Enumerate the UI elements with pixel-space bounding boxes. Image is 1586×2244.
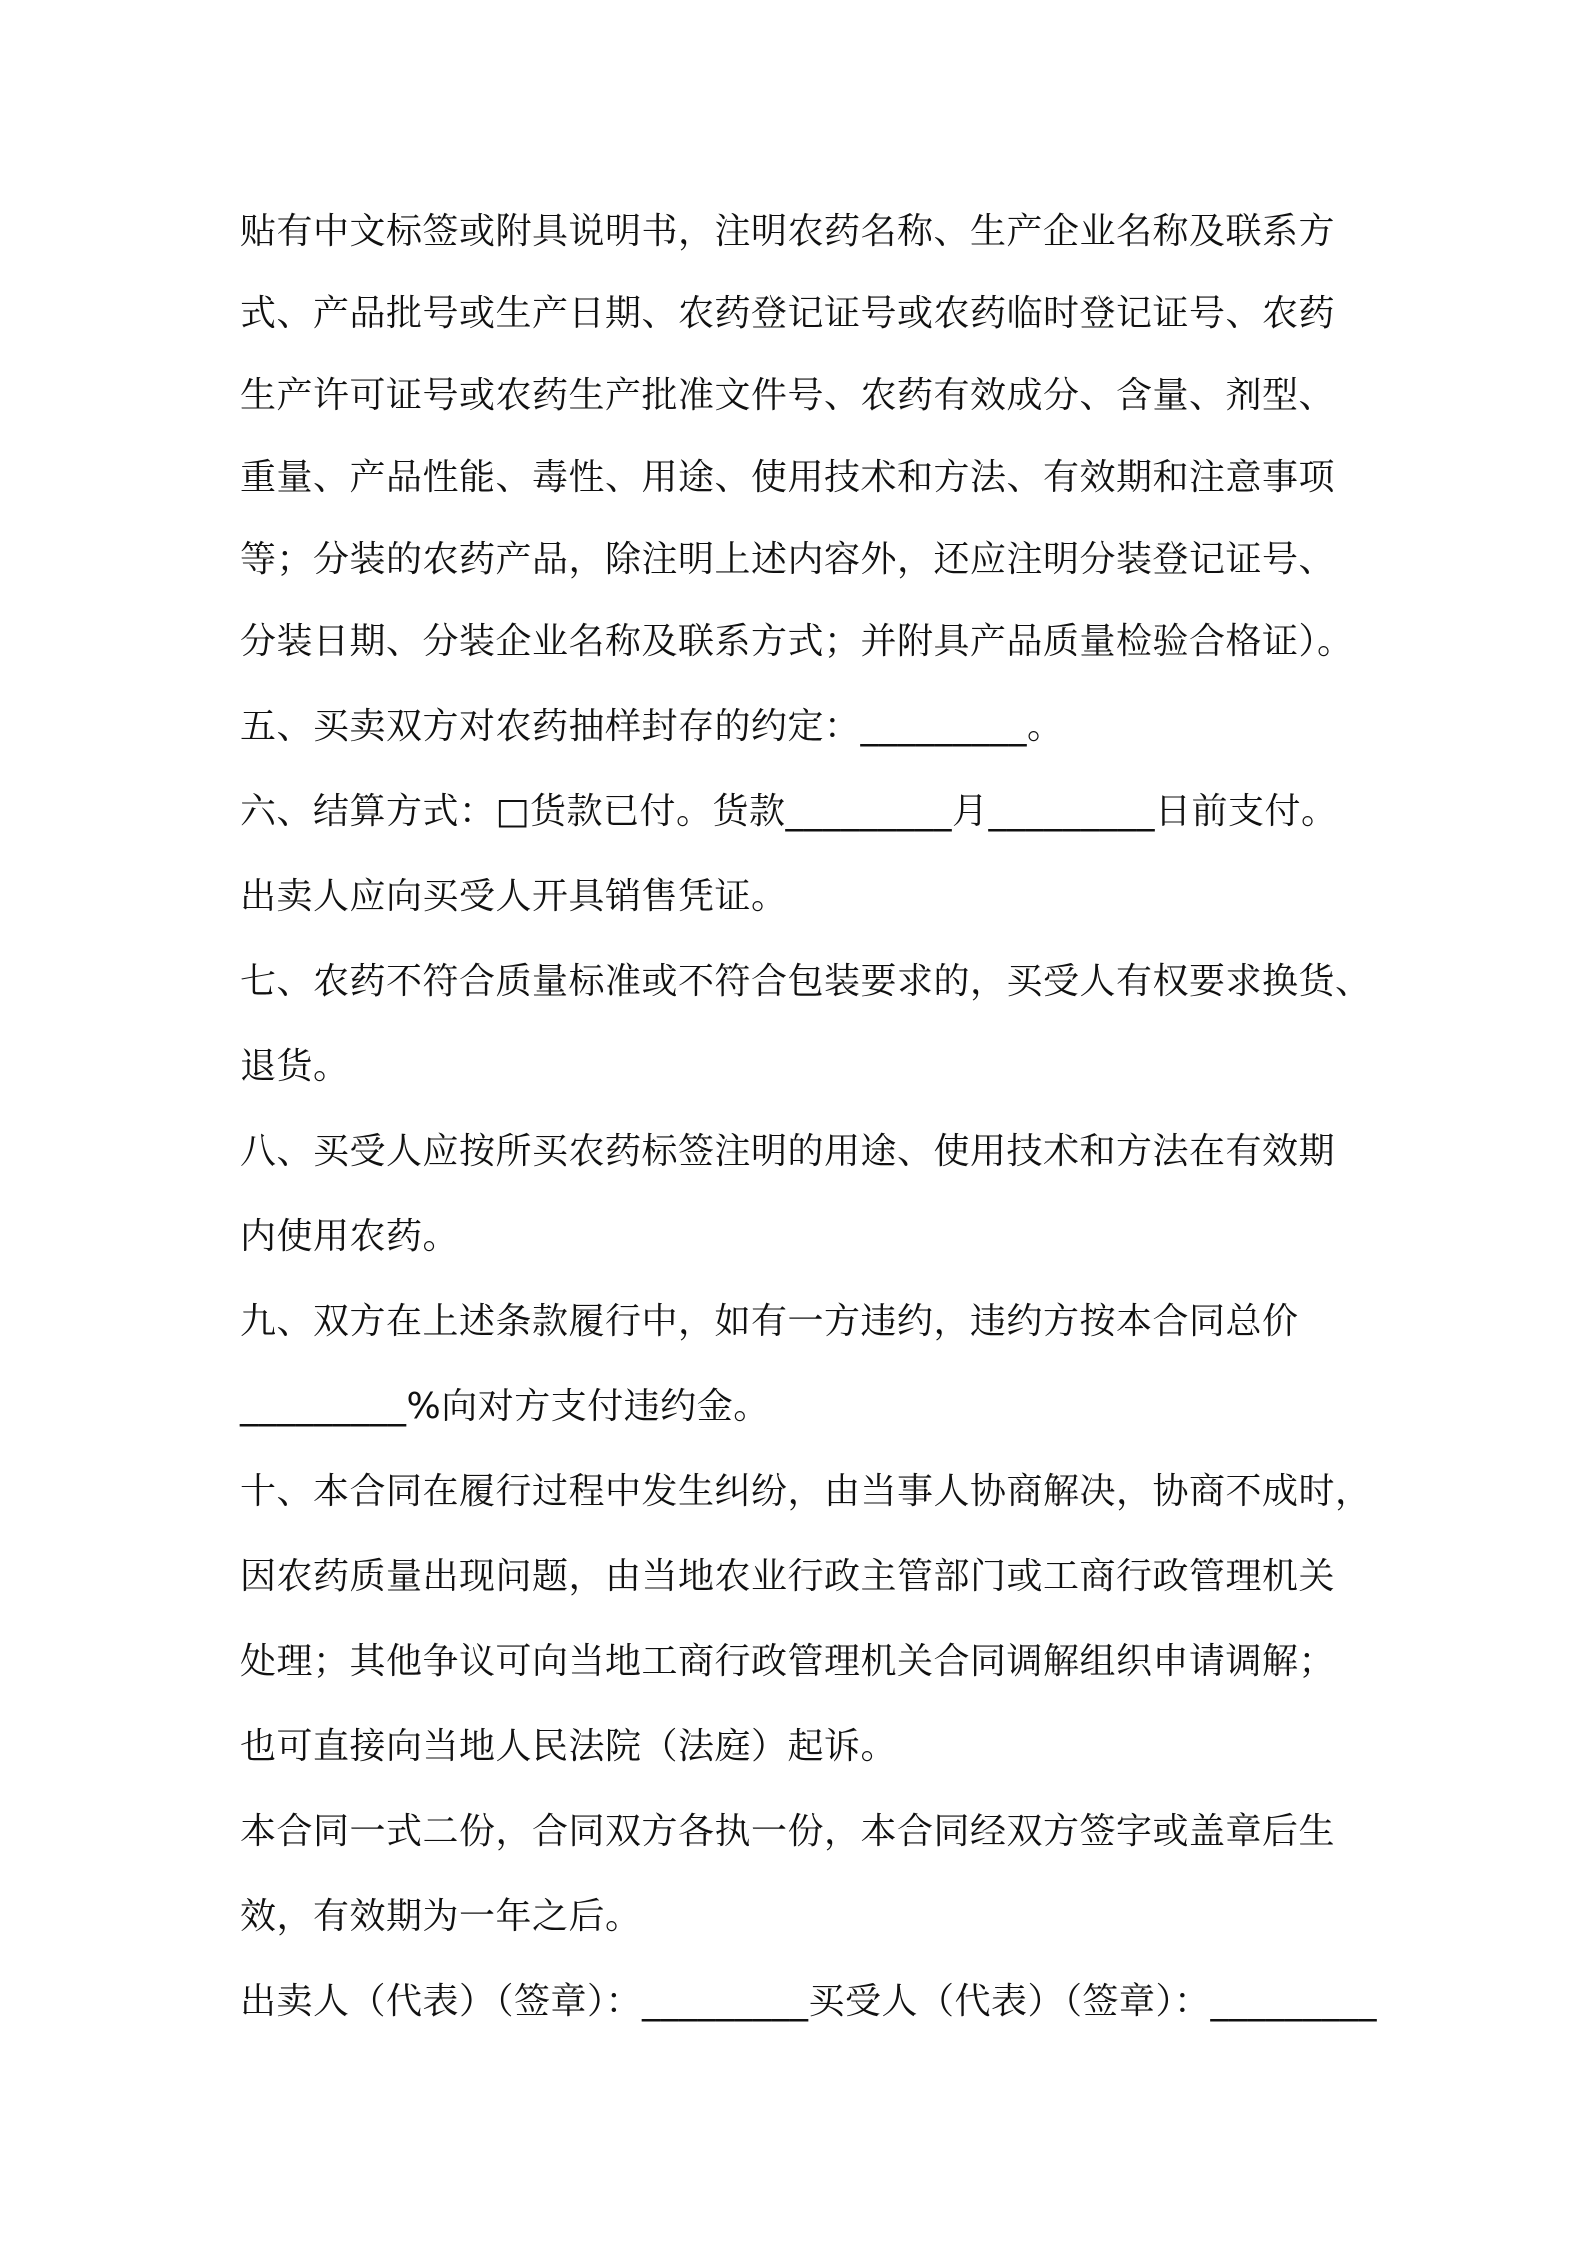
text-line: 处理；其他争议可向当地工商行政管理机关合同调解组织申请调解； [240,1641,1336,1682]
payment-clause-6: 六、结算方式：□货款已付。货款_________月_________日前支付。 [240,791,1338,832]
dispute-clause-10: 十、本合同在履行过程中发生纠纷，由当事人协商解决，协商不成时， [240,1471,1372,1512]
copies-clause: 本合同一式二份，合同双方各执一份，本合同经双方签字或盖章后生 [240,1811,1336,1852]
text-line: 生产许可证号或农药生产批准文件号、农药有效成分、含量、剂型、 [240,375,1336,416]
text-line: 内使用农药。 [240,1216,460,1257]
text-line: 因农药质量出现问题，由当地农业行政主管部门或工商行政管理机关 [240,1556,1336,1597]
breach-clause-9: 九、双方在上述条款履行中，如有一方违约，违约方按本合同总价 [240,1301,1299,1342]
agreement-clause-5: 五、买卖双方对农药抽样封存的约定：_________。 [240,706,1064,747]
text-line: _________%向对方支付违约金。 [240,1386,770,1427]
text-line: 式、产品批号或生产日期、农药登记证号或农药临时登记证号、农药 [240,293,1336,334]
text-line: 等；分装的农药产品，除注明上述内容外，还应注明分装登记证号、 [240,539,1336,580]
usage-clause-8: 八、买受人应按所买农药标签注明的用途、使用技术和方法在有效期 [240,1131,1336,1172]
text-line: 退货。 [240,1046,350,1087]
text-line: 效，有效期为一年之后。 [240,1896,642,1937]
text-line: 也可直接向当地人民法院（法庭）起诉。 [240,1726,898,1767]
text-line: 出卖人应向买受人开具销售凭证。 [240,876,788,917]
text-line: 分装日期、分装企业名称及联系方式；并附具产品质量检验合格证）。 [240,621,1354,662]
text-line: 重量、产品性能、毒性、用途、使用技术和方法、有效期和注意事项 [240,457,1336,498]
quality-clause-7: 七、农药不符合质量标准或不符合包装要求的，买受人有权要求换货、 [240,961,1372,1002]
signature-line: 出卖人（代表）（签章）：_________买受人（代表）（签章）：_________ [240,1981,1378,2022]
text-line: 贴有中文标签或附具说明书，注明农药名称、生产企业名称及联系方 [240,211,1336,252]
